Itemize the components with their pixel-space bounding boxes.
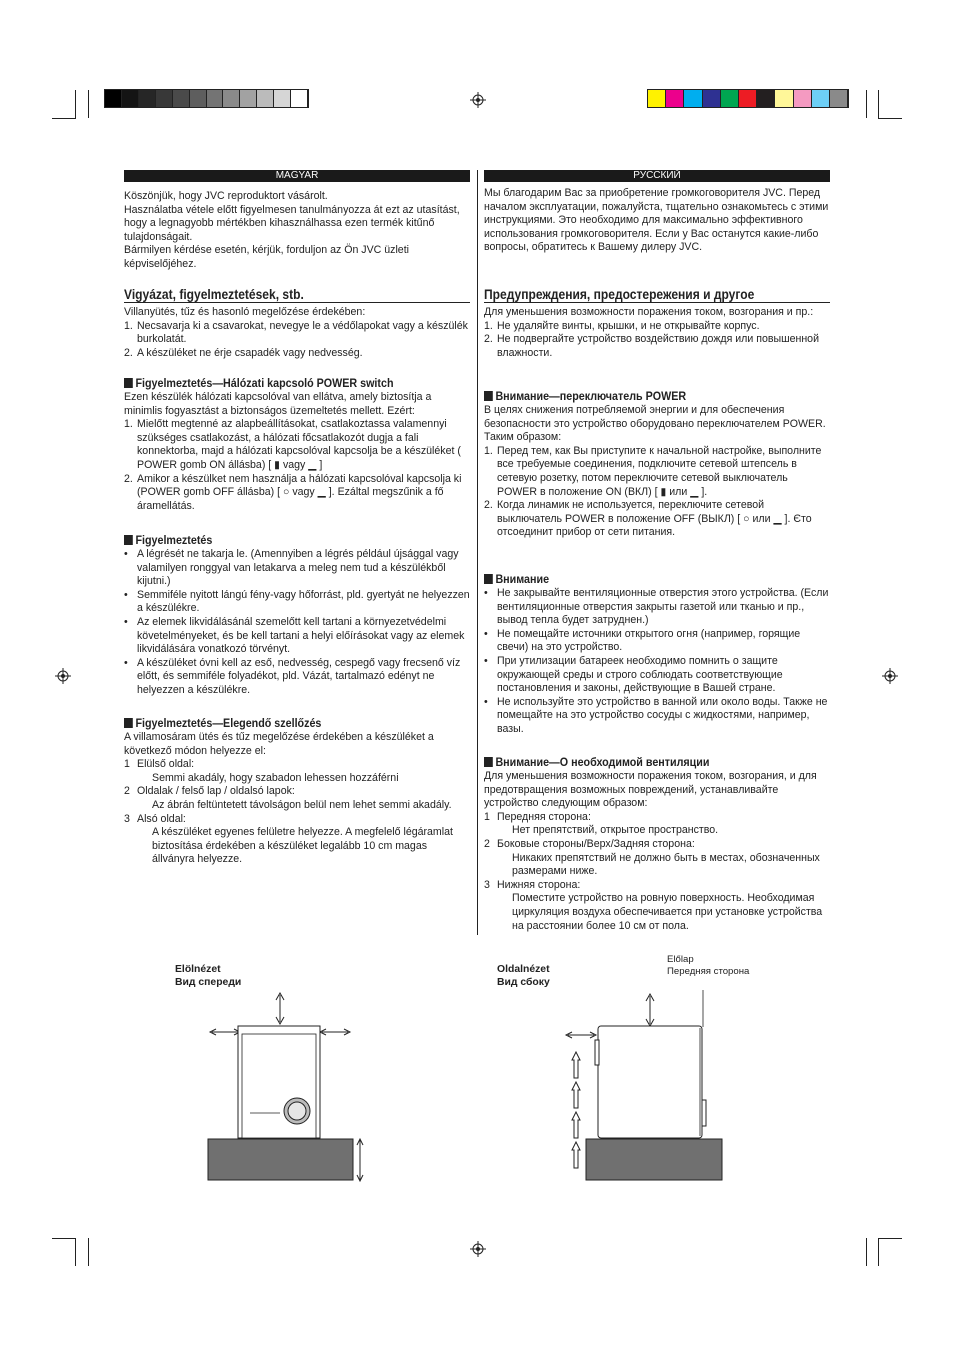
language-tab-russian: РУССКИЙ: [484, 170, 830, 182]
intro-line: Használatba vétele előtt figyelmesen tanulmányozza át ezt az utasítást, hogy a legnagyobb mértékben kihasználhassa ezen termék kitűnő tulajdonságait.: [124, 203, 460, 243]
list-item: 3 Нижняя сторона:: [484, 878, 581, 891]
side-view-caption-hu: Oldalnézet: [497, 964, 550, 975]
calibration-swatch: [207, 90, 224, 107]
list-item: 1 Elülső oldal:: [124, 758, 195, 771]
subsection-heading: Внимание: [484, 571, 788, 587]
calibration-swatch: [173, 90, 190, 107]
calibration-swatch: [257, 90, 274, 107]
side-view-diagram: [560, 990, 730, 1185]
column-divider: [477, 170, 478, 935]
crop-mark: [878, 1238, 879, 1266]
crop-mark: [866, 1238, 867, 1266]
front-view-caption-hu: Elölnézet: [175, 964, 221, 975]
subsection-heading: Внимание—О необходимой вентиляции: [484, 754, 788, 770]
list-item-detail: A készüléket egyenes felületre helyezze. A megfelelő légáramlat biztosítása érdekében a készüléket legalább 10 cm magas állványra helyezze.: [152, 826, 453, 866]
bullet-item: • A légrését ne takarja le. (Amennyiben a légrés például újsággal vagy valamilyen ronggyal van letakarva a meleg nem tud a készülékből kijutni.): [124, 548, 459, 588]
paragraph: Для уменьшения возможности поражения током, возгорания, и для предотвращения возможных повреждений, устанавливайте устройство следующим образом:: [484, 770, 817, 810]
warning-intro: Villanyütés, tűz és hasonló megelőzése érdekében:: [124, 306, 366, 318]
calibration-swatch: [139, 90, 156, 107]
calibration-swatch: [156, 90, 173, 107]
subsection-heading: Figyelmeztetés—Hálózati kapcsoló POWER switch: [124, 375, 428, 391]
list-item: 2. Amikor a készülket nem használja a hálózati kapcsolóval kapcsolja ki (POWER gomb OFF állásba) [ ○ vagy ▁ ]. Ezáltal megszűnik a fő áramellátás.: [124, 472, 462, 512]
subsection-heading: Figyelmeztetés: [124, 532, 428, 548]
crop-mark: [88, 1238, 89, 1266]
calibration-swatch: [274, 90, 291, 107]
paragraph: A villamosáram ütés és tűz megelőzése érdekében a készüléket a következő módon helyezze el:: [124, 731, 434, 757]
color-calibration-bar: [647, 89, 849, 108]
warning-item: 1. Не удаляйте винты, крышки, и не открывайте корпус.: [484, 319, 760, 332]
list-item: 1. Mielőtt megtenné az alapbeállításokat, csatlakoztassa valamennyi szükséges csatlakozást, a hálózati főcsatlakozót dugja a fali konnektorba, majd a hálózati kapcsolóval kapcsolja be a készüléket ( POWER gomb ON állásba) [ ▮ vagy ▁ ]: [124, 418, 461, 471]
calibration-swatch: [122, 90, 139, 107]
list-item-detail: Semmi akadály, hogy szabadon lehessen hozzáférni: [152, 771, 399, 784]
heading-rule: [124, 302, 470, 303]
list-item: 1 Передняя сторона:: [484, 810, 591, 823]
section-heading: Vigyázat, figyelmeztetések, stb.: [124, 286, 304, 302]
bullet-item: • Semmiféle nyitott lángú fény-vagy hőforrást, pld. gyertyát ne helyezzen a készülékre.: [124, 588, 470, 615]
warning-item: 2. A készüléket ne érje csapadék vagy nedvesség.: [124, 346, 363, 359]
language-tab-magyar: MAGYAR: [124, 170, 470, 182]
crop-mark: [88, 90, 89, 118]
intro-line: Köszönjük, hogy JVC reproduktort vásárolt.: [124, 190, 328, 202]
calibration-swatch: [794, 90, 812, 107]
calibration-swatch: [223, 90, 240, 107]
calibration-swatch: [775, 90, 793, 107]
list-item: 2 Боковые стороны/Верх/Задняя сторона:: [484, 837, 695, 850]
calibration-swatch: [291, 90, 308, 107]
calibration-swatch: [240, 90, 257, 107]
subsection-heading: Figyelmeztetés—Elegendő szellőzés: [124, 715, 428, 731]
calibration-swatch: [648, 90, 666, 107]
list-item-detail: Никаких препятствий не должно быть в местах, обозначенных размерами ниже.: [512, 851, 820, 878]
grayscale-calibration-bar: [104, 89, 309, 108]
front-panel-label-ru: Передняя сторона: [667, 966, 750, 977]
list-item-detail: Поместите устройство на ровную поверхность. Необходимая циркуляция воздуха обеспечивается при установке устройства на расстоянии более 10 см от пола.: [512, 892, 823, 932]
front-view-diagram: [200, 990, 370, 1185]
heading-rule: [484, 302, 830, 303]
subsection-heading: Внимание—переключатель POWER: [484, 388, 788, 404]
calibration-swatch: [666, 90, 684, 107]
list-item-detail: Нет препятствий, открытое пространство.: [512, 824, 719, 837]
crop-mark: [52, 118, 76, 119]
calibration-swatch: [721, 90, 739, 107]
bullet-item: • Не закрывайте вентиляционные отверстия этого устройства. (Если вентиляционные отверстия закрыты газетой или тканью и пр., вывод тепла будет затруднен.): [484, 587, 829, 627]
calibration-swatch: [684, 90, 702, 107]
intro-line: Bármilyen kérdése esetén, kérjük, forduljon az Ön JVC üzleti képviselőjéhez.: [124, 244, 409, 270]
magyar-column: [124, 190, 470, 272]
list-item: 1. Перед тем, как Вы приступите к начальной настройке, выполните все требуемые соединения, подключите сетевой штепсель в сетевую розетку, потом переключите сетевой выключатель POWER в положение ON (ВКЛ) [ ▮ или ▁ ].: [484, 444, 822, 498]
crop-mark: [878, 90, 879, 118]
bullet-item: • При утилизации батареек необходимо помнить о защите окружающей среды и строго соблюдать соответствующие постановления и законы, действующие в Вашей стране.: [484, 654, 783, 695]
calibration-swatch: [105, 90, 122, 107]
crop-mark: [878, 1238, 902, 1239]
list-item-detail: Az ábrán feltüntetett távolságon belül nem lehet semmi akadály.: [152, 798, 452, 811]
side-view-caption-ru: Вид сбоку: [497, 977, 550, 988]
front-view-caption-ru: Вид спереди: [175, 977, 242, 988]
calibration-swatch: [190, 90, 207, 107]
registration-mark-icon: [882, 668, 898, 684]
crop-mark: [52, 1238, 76, 1239]
paragraph: В целях снижения потребляемой энергии и для обеспечения безопасности это устройство оборудовано переключателем POWER. Таким образом:: [484, 404, 826, 444]
front-panel-label-hu: Előlap: [667, 954, 694, 965]
intro-paragraph: Мы благодарим Вас за приобретение громкоговорителя JVC. Перед началом эксплуатации, пожалуйста, тщательно ознакомьтесь с этими инструкциями. Это необходимо для максимально эффективного использования громкоговорителя. Если у Вас останутся какие-либо вопросы, обратитесь к Вашему дилеру JVC.: [484, 187, 829, 254]
registration-mark-icon: [470, 1241, 486, 1257]
registration-mark-icon: [55, 668, 71, 684]
warning-item: 1. Necsavarja ki a csavarokat, nevegye le a védőlapokat vagy a készülék burkolatát.: [124, 319, 468, 346]
crop-mark: [866, 90, 867, 118]
crop-mark: [878, 118, 902, 119]
bullet-item: • Не используйте это устройство в ванной или около воды. Также не помещайте на это устройство сосуды с жидкостями, например, вазы.: [484, 695, 828, 735]
crop-mark: [75, 90, 76, 118]
crop-mark: [75, 1238, 76, 1266]
calibration-swatch: [830, 90, 848, 107]
warning-intro: Для уменьшения возможности поражения током, возгорания и пр.:: [484, 306, 814, 318]
calibration-swatch: [703, 90, 721, 107]
list-item: 2. Когда линамик не используется, переключите сетевой выключатель POWER в положение OFF (ВЫКЛ) [ ○ или ▁ ]. Єто отсоединит прибор от сети питания.: [484, 499, 812, 539]
warning-item: 2. Не подвергайте устройство воздействию дождя или повышенной влажности.: [484, 333, 819, 359]
calibration-swatch: [739, 90, 757, 107]
calibration-swatch: [812, 90, 830, 107]
bullet-item: • Не помещайте источники открытого огня (например, горящие свечи) на это устройство.: [484, 627, 801, 654]
list-item: 3 Alsó oldal:: [124, 812, 186, 825]
bullet-item: • A készüléket óvni kell az eső, nedvesség, cespegő vagy frecsenő víz előtt, és semmiféle folyadékot, pld. Vázát, tartalmazó edényt ne helyezzen a készülékre.: [124, 656, 461, 696]
calibration-swatch: [757, 90, 775, 107]
section-heading: Предупреждения, предостережения и другое: [484, 286, 755, 302]
list-item: 2 Oldalak / felső lap / oldalsó lapok:: [124, 785, 295, 798]
registration-mark-icon: [470, 92, 486, 108]
paragraph: Ezen készülék hálózati kapcsolóval van ellátva, amely biztosítja a minimlis fogyasztást a biztonságos üzemeltetés mellett. Ezért:: [124, 391, 432, 417]
bullet-item: • Az elemek likvidálásánál szemelőtt kell tartani a környezetvédelmi követelményeket, és be kell tartani a helyi előírásokat vagy az elemek likvidálására vonatkozó törvényt.: [124, 615, 465, 656]
